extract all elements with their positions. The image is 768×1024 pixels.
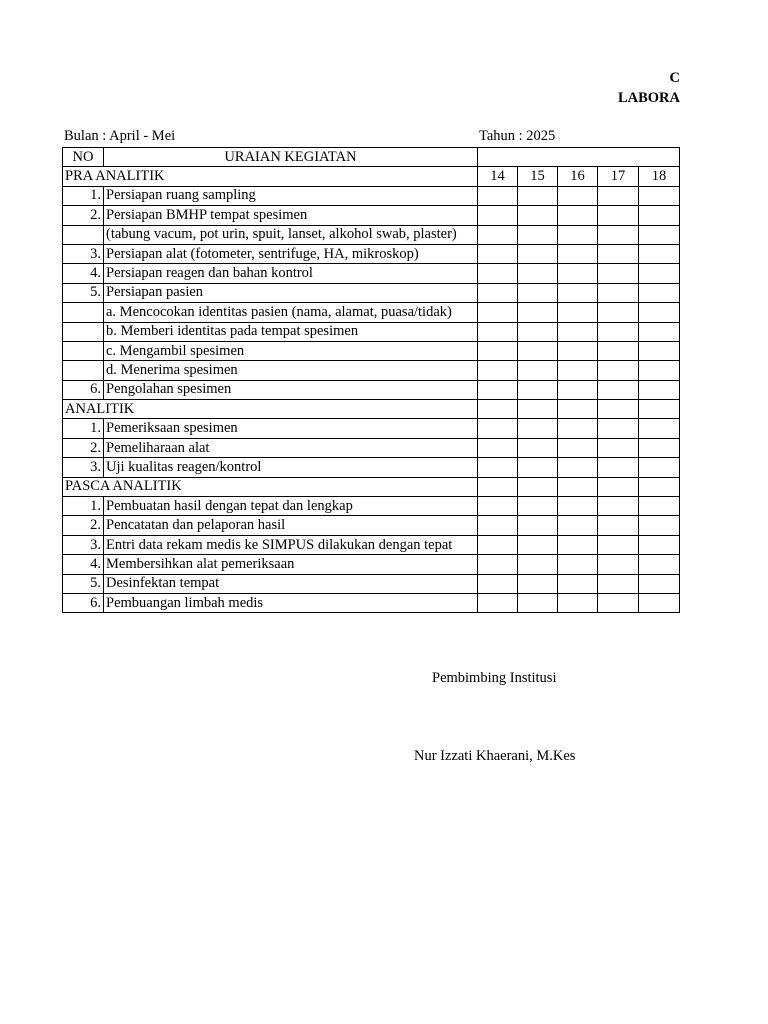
row-number: 2. — [63, 206, 104, 225]
day-cell — [558, 244, 598, 263]
day-cell — [639, 555, 680, 574]
day-cell — [478, 283, 518, 302]
row-activity: Persiapan alat (fotometer, sentrifuge, HA, mikroskop) — [104, 244, 478, 263]
row-number: 3. — [63, 244, 104, 263]
document-title-line-2: LABORA — [617, 90, 680, 106]
row-number — [63, 361, 104, 380]
day-cell — [518, 419, 558, 438]
document-title-line-1: C — [669, 70, 680, 86]
day-cell — [598, 264, 639, 283]
day-cell — [518, 361, 558, 380]
day-cell — [558, 497, 598, 516]
day-header: 17 — [598, 167, 639, 186]
table-row — [63, 574, 680, 593]
day-cell — [518, 186, 558, 205]
day-cell — [598, 341, 639, 360]
day-cell — [639, 322, 680, 341]
day-cell — [558, 225, 598, 244]
row-number: 1. — [63, 497, 104, 516]
day-cell — [478, 419, 518, 438]
day-cell — [639, 283, 680, 302]
table-row — [63, 303, 680, 322]
day-cell — [478, 244, 518, 263]
day-cell — [639, 341, 680, 360]
table-body — [63, 167, 680, 613]
day-cell — [598, 419, 639, 438]
row-number: 2. — [63, 438, 104, 457]
day-cell — [558, 264, 598, 283]
day-cell — [518, 283, 558, 302]
day-cell — [558, 477, 598, 496]
day-cell — [518, 516, 558, 535]
day-cell — [518, 438, 558, 457]
row-activity: d. Menerima spesimen — [104, 361, 478, 380]
row-number: 5. — [63, 283, 104, 302]
day-cell — [639, 186, 680, 205]
day-cell — [518, 225, 558, 244]
day-cell — [598, 283, 639, 302]
day-cell — [518, 341, 558, 360]
day-cell — [558, 361, 598, 380]
row-number: 4. — [63, 264, 104, 283]
day-cell — [598, 593, 639, 612]
day-cell — [639, 497, 680, 516]
day-cell — [478, 555, 518, 574]
day-cell — [478, 574, 518, 593]
section-row — [63, 477, 680, 496]
day-cell — [639, 477, 680, 496]
day-cell — [639, 593, 680, 612]
day-cell — [558, 555, 598, 574]
row-number — [63, 322, 104, 341]
row-number — [63, 303, 104, 322]
day-cell — [639, 303, 680, 322]
year-label: Tahun : 2025 — [479, 128, 556, 144]
row-activity: Persiapan BMHP tempat spesimen — [104, 206, 478, 225]
section-row — [63, 167, 680, 186]
day-cell — [558, 283, 598, 302]
day-cell — [478, 303, 518, 322]
day-cell — [639, 535, 680, 554]
day-cell — [558, 186, 598, 205]
day-cell — [639, 361, 680, 380]
row-number: 6. — [63, 593, 104, 612]
day-cell — [518, 303, 558, 322]
day-cell — [598, 497, 639, 516]
day-cell — [639, 516, 680, 535]
day-cell — [558, 322, 598, 341]
row-activity: Persiapan reagen dan bahan kontrol — [104, 264, 478, 283]
table-row — [63, 593, 680, 612]
table-row — [63, 322, 680, 341]
day-cell — [558, 419, 598, 438]
table-row — [63, 458, 680, 477]
day-header: 18 — [639, 167, 680, 186]
day-cell — [598, 555, 639, 574]
table-header-row — [63, 148, 680, 167]
row-number: 5. — [63, 574, 104, 593]
row-number: 2. — [63, 516, 104, 535]
row-activity: Persiapan pasien — [104, 283, 478, 302]
table-row — [63, 516, 680, 535]
row-activity: b. Memberi identitas pada tempat spesimen — [104, 322, 478, 341]
day-cell — [518, 400, 558, 419]
day-cell — [558, 458, 598, 477]
day-cell — [478, 225, 518, 244]
row-activity: a. Mencocokan identitas pasien (nama, alamat, puasa/tidak) — [104, 303, 478, 322]
table-row — [63, 264, 680, 283]
table-row — [63, 535, 680, 554]
day-cell — [639, 458, 680, 477]
day-cell — [478, 535, 518, 554]
row-number: 1. — [63, 186, 104, 205]
column-header-no: NO — [63, 148, 104, 167]
day-cell — [598, 206, 639, 225]
row-number — [63, 225, 104, 244]
day-cell — [558, 535, 598, 554]
day-cell — [598, 535, 639, 554]
row-activity: Entri data rekam medis ke SIMPUS dilakukan dengan tepat — [104, 535, 478, 554]
day-cell — [598, 186, 639, 205]
day-cell — [639, 380, 680, 399]
day-cell — [478, 206, 518, 225]
signature-name: Nur Izzati Khaerani, M.Kes — [414, 748, 576, 764]
day-header: 14 — [478, 167, 518, 186]
table-row — [63, 438, 680, 457]
table-row — [63, 225, 680, 244]
row-activity: Pengolahan spesimen — [104, 380, 478, 399]
table-row — [63, 361, 680, 380]
day-cell — [598, 225, 639, 244]
day-cell — [598, 380, 639, 399]
day-cell — [639, 206, 680, 225]
table-row — [63, 206, 680, 225]
table-row — [63, 186, 680, 205]
day-cell — [598, 458, 639, 477]
day-cell — [598, 244, 639, 263]
day-cell — [478, 458, 518, 477]
day-cell — [518, 477, 558, 496]
section-title: PASCA ANALITIK — [63, 477, 478, 496]
day-cell — [639, 438, 680, 457]
day-cell — [478, 186, 518, 205]
row-activity: Membersihkan alat pemeriksaan — [104, 555, 478, 574]
row-activity: Persiapan ruang sampling — [104, 186, 478, 205]
signature-role: Pembimbing Institusi — [432, 670, 557, 686]
day-cell — [518, 264, 558, 283]
table-row — [63, 283, 680, 302]
day-cell — [518, 555, 558, 574]
section-row — [63, 400, 680, 419]
day-header: 16 — [558, 167, 598, 186]
day-cell — [639, 419, 680, 438]
table-row — [63, 497, 680, 516]
table-row — [63, 555, 680, 574]
day-cell — [598, 303, 639, 322]
day-cell — [478, 322, 518, 341]
day-cell — [478, 380, 518, 399]
table-row — [63, 419, 680, 438]
day-cell — [518, 497, 558, 516]
day-cell — [558, 574, 598, 593]
row-number: 4. — [63, 555, 104, 574]
row-number: 1. — [63, 419, 104, 438]
day-cell — [558, 341, 598, 360]
day-cell — [518, 593, 558, 612]
day-cell — [558, 206, 598, 225]
row-activity: Desinfektan tempat — [104, 574, 478, 593]
day-cell — [478, 438, 518, 457]
day-cell — [639, 400, 680, 419]
table-row — [63, 380, 680, 399]
day-cell — [558, 593, 598, 612]
day-cell — [598, 477, 639, 496]
day-cell — [518, 535, 558, 554]
day-cell — [478, 593, 518, 612]
day-cell — [558, 380, 598, 399]
day-cell — [639, 225, 680, 244]
day-cell — [478, 400, 518, 419]
day-cell — [518, 244, 558, 263]
day-cell — [558, 438, 598, 457]
row-number: 6. — [63, 380, 104, 399]
row-activity: Pemeliharaan alat — [104, 438, 478, 457]
activity-table — [62, 147, 680, 613]
row-activity: Pembuatan hasil dengan tepat dan lengkap — [104, 497, 478, 516]
row-activity: Uji kualitas reagen/kontrol — [104, 458, 478, 477]
day-cell — [639, 574, 680, 593]
column-header-uraian: URAIAN KEGIATAN — [104, 148, 478, 167]
day-cell — [558, 516, 598, 535]
day-cell — [478, 341, 518, 360]
day-cell — [598, 361, 639, 380]
row-number: 3. — [63, 458, 104, 477]
day-cell — [598, 574, 639, 593]
day-cell — [478, 477, 518, 496]
day-cell — [478, 497, 518, 516]
table-row — [63, 341, 680, 360]
row-activity: Pembuangan limbah medis — [104, 593, 478, 612]
day-cell — [518, 380, 558, 399]
day-cell — [558, 303, 598, 322]
day-cell — [639, 244, 680, 263]
day-cell — [558, 400, 598, 419]
day-cell — [518, 206, 558, 225]
month-label: Bulan : April - Mei — [64, 128, 176, 144]
table-row — [63, 244, 680, 263]
day-cell — [518, 322, 558, 341]
day-header: 15 — [518, 167, 558, 186]
row-number — [63, 341, 104, 360]
row-activity: c. Mengambil spesimen — [104, 341, 478, 360]
day-cell — [478, 264, 518, 283]
day-cell — [518, 458, 558, 477]
day-cell — [518, 574, 558, 593]
column-header-days — [478, 148, 680, 167]
day-cell — [598, 322, 639, 341]
day-cell — [598, 516, 639, 535]
row-activity: (tabung vacum, pot urin, spuit, lanset, alkohol swab, plaster) — [104, 225, 478, 244]
row-activity: Pencatatan dan pelaporan hasil — [104, 516, 478, 535]
section-title: ANALITIK — [63, 400, 478, 419]
day-cell — [478, 361, 518, 380]
row-activity: Pemeriksaan spesimen — [104, 419, 478, 438]
day-cell — [639, 264, 680, 283]
day-cell — [478, 516, 518, 535]
section-title: PRA ANALITIK — [63, 167, 478, 186]
row-number: 3. — [63, 535, 104, 554]
day-cell — [598, 438, 639, 457]
day-cell — [598, 400, 639, 419]
